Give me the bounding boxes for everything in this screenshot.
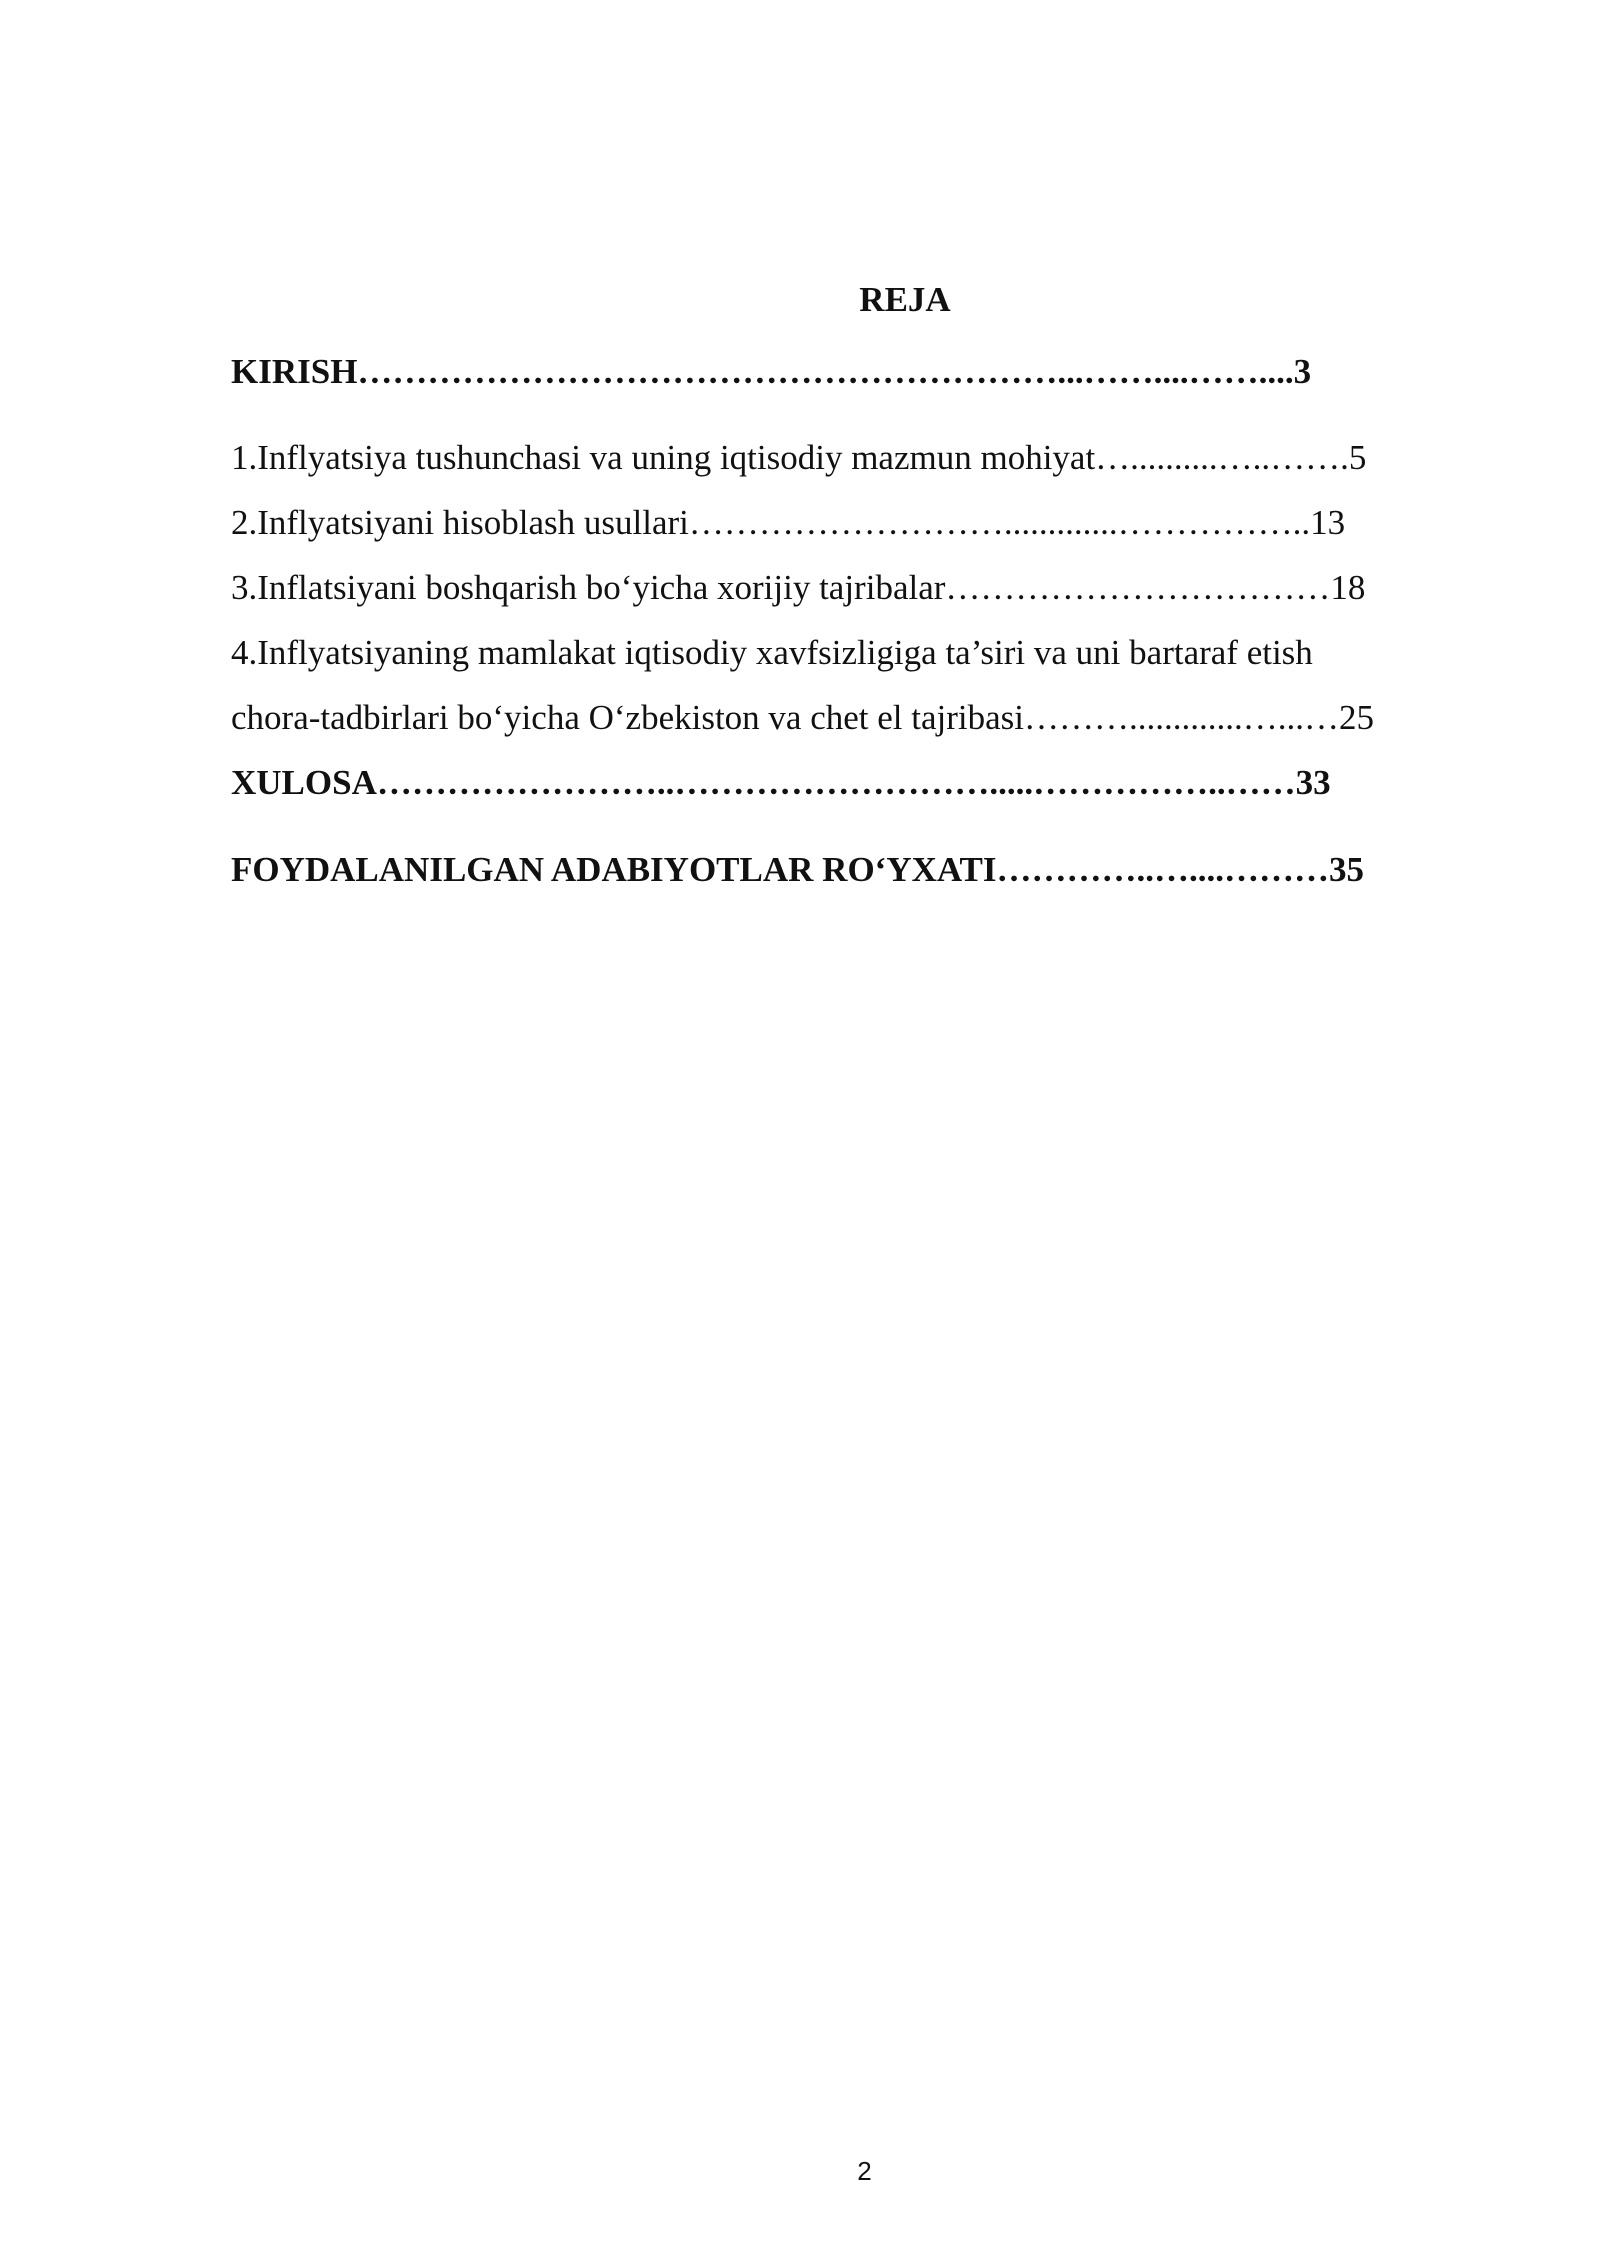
toc-entry-1: 1.Inflyatsiya tushunchasi va uning iqtisodiy mazmun mohiyat…..........…..…….5 — [231, 438, 1367, 477]
toc-title: REJA — [859, 280, 951, 319]
toc-entry-4-line1: 4.Inflyatsiyaning mamlakat iqtisodiy xavfsizligiga ta’siri va uni bartaraf etish — [231, 633, 1313, 672]
toc-entry-2: 2.Inflyatsiyani hisoblash usullari……………………….............……………..13 — [231, 503, 1346, 542]
toc-entry-adabiyotlar: FOYDALANILGAN ADABIYOTLAR RO‘YXATI…………..…....………35 — [231, 850, 1365, 889]
toc-entry-3: 3.Inflatsiyani boshqarish bo‘yicha xorijiy tajribalar……………………………18 — [231, 568, 1366, 607]
toc-entry-kirish: KIRISH……………………………………………………...……....……....3 — [231, 352, 1312, 391]
toc-entry-4-line2: chora-tadbirlari bo‘yicha O‘zbekiston va chet el tajribasi……….............…...…25 — [231, 698, 1375, 737]
toc-entry-xulosa: XULOSA……………………..……………………….....……………..……33 — [231, 763, 1331, 802]
page-number: 2 — [857, 2156, 872, 2186]
